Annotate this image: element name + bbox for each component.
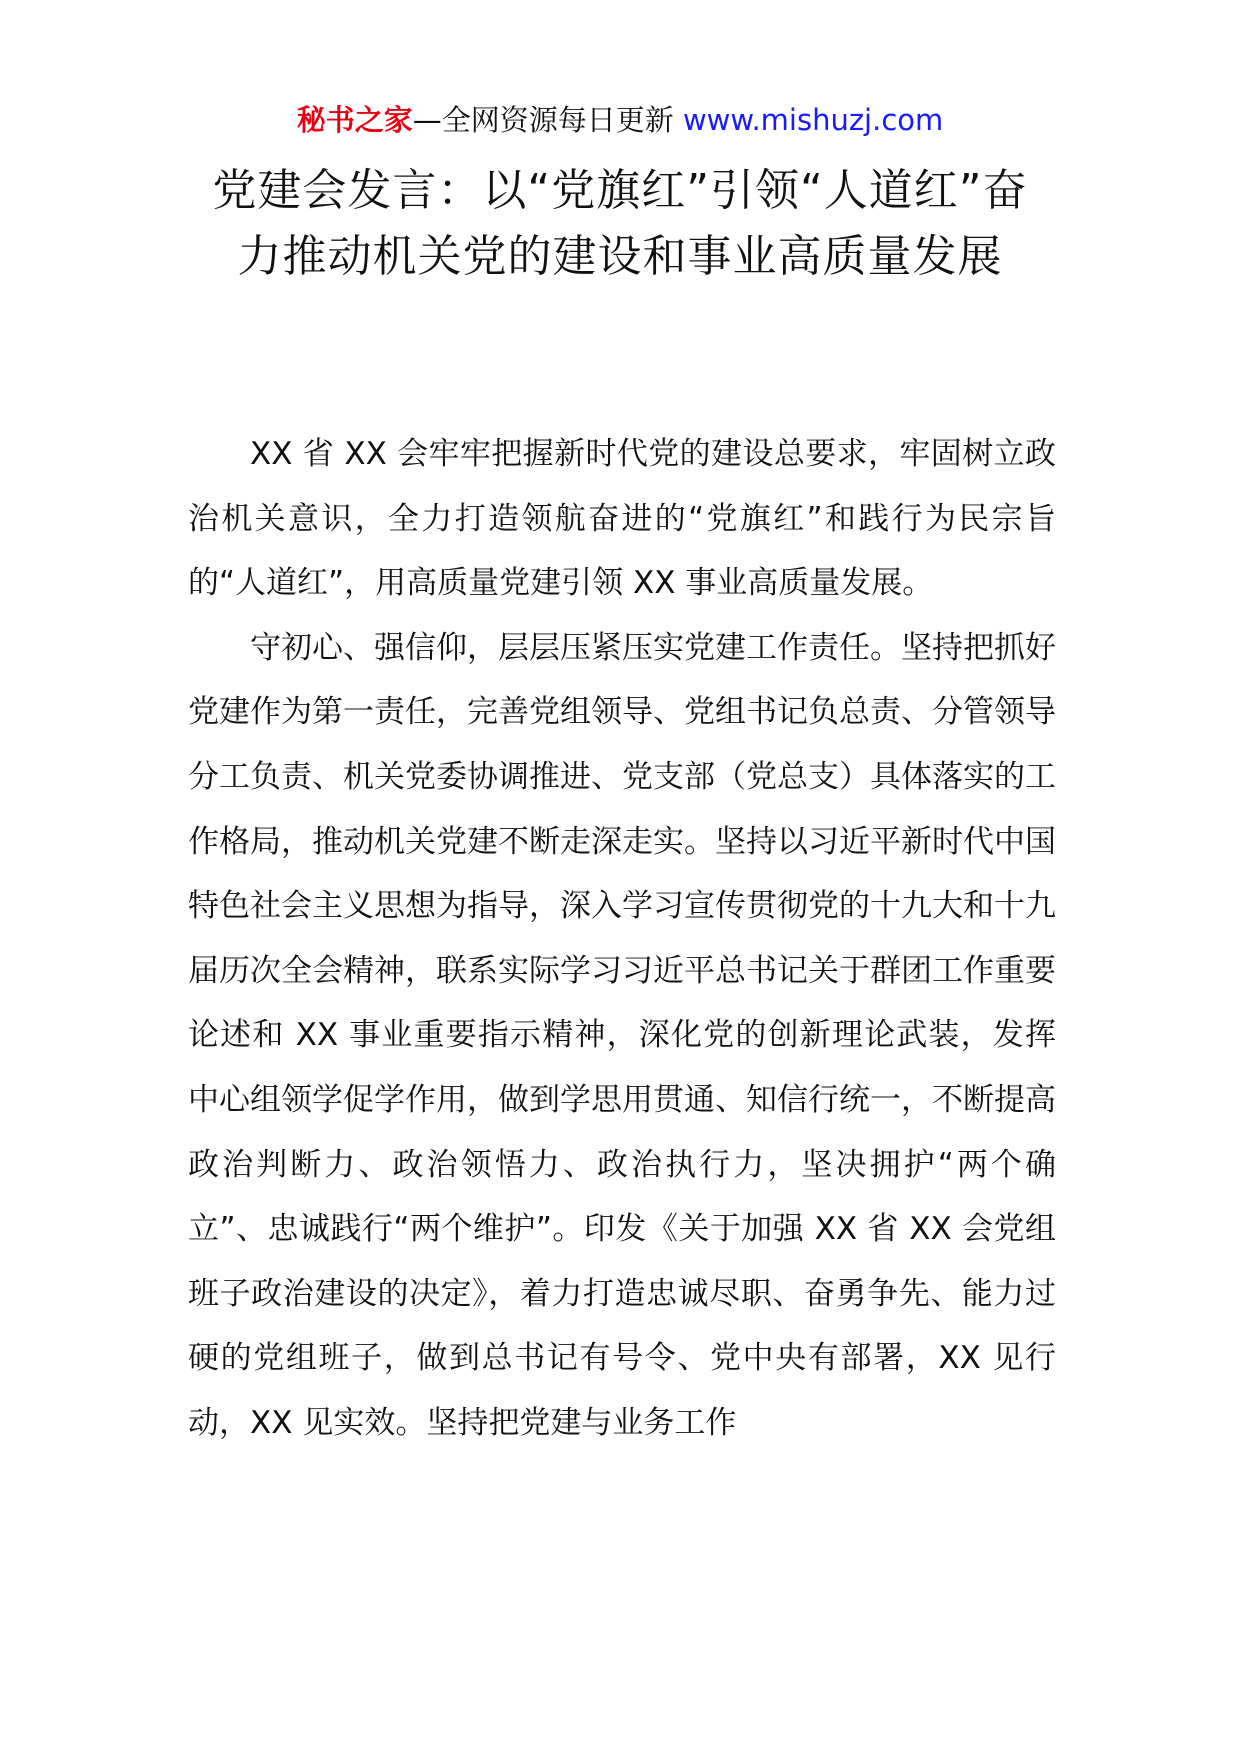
paragraph-party-building: 守初心、强信仰，层层压紧压实党建工作责任。坚持把抓好党建作为第一责任，完善党组领导、党组书记负总责、分管领导分工负责、机关党委协调推进、党支部（党总支）具体落实的工作格局，推动机关党建不断走深走实。坚持以习近平新时代中国特色社会主义思想为指导，深入学习宣传贯彻党的十九大和十九届历次全会精神，联系实际学习习近平总书记关于群团工作重要论述和 XX 事业重要指示精神，深化党的创新理论武装，发挥中心组领学促学作用，做到学思用贯通、知信行统一，不断提高政治判断力、政治领悟力、政治执行力，坚决拥护“两个确立”、忠诚践行“两个维护”。印发《关于加强 XX 省 XX 会党组班子政治建设的决定》，着力打造忠诚尽职、奋勇争先、能力过硬的党组班子，做到总书记有号令、党中央有部署，XX 见行动，XX 见实效。坚持把党建与业务工作: [188, 629, 1056, 1441]
site-url: www.mishuzj.com: [682, 103, 944, 137]
header-tagline: —全网资源每日更新: [412, 103, 674, 137]
watermark-header: [0, 100, 1240, 140]
paragraph-intro: XX 省 XX 会牢牢把握新时代党的建设总要求，牢固树立政治机关意识，全力打造领航奋进的“党旗红”和践行为民宗旨的“人道红”，用高质量党建引领 XX 事业高质量发展。: [188, 436, 1056, 602]
brand-name: 秘书之家: [296, 103, 413, 137]
document-body: [188, 422, 1056, 1456]
document-title: 党建会发言：以“党旗红”引领“人道红”奋力推动机关党的建设和事业高质量发展: [212, 165, 1028, 282]
